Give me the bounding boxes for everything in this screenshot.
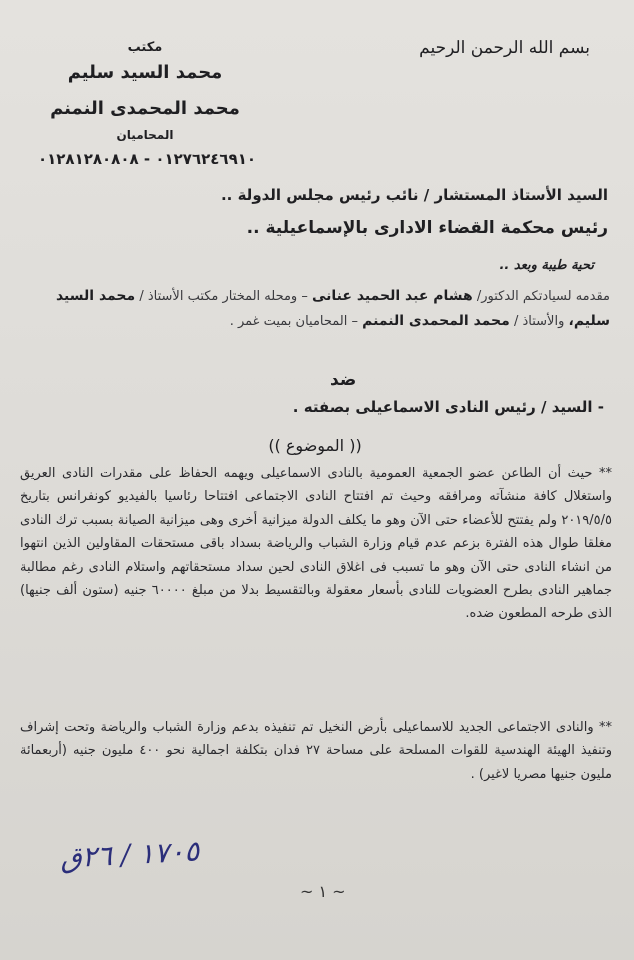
intro-lawyer-b: محمد المحمدى النمنم — [362, 313, 510, 329]
greeting: تحية طيبة وبعد .. — [499, 258, 594, 273]
office-label: مكتب — [127, 40, 163, 55]
basmala: بسم الله الرحمن الرحيم — [419, 38, 590, 58]
respondent-line: - السيد / رئيس النادى الاسماعيلى بصفته . — [292, 398, 604, 416]
versus-label: ضد — [330, 370, 357, 390]
body-paragraph-2: ** والنادى الاجتماعى الجديد للاسماعيلى بأرض النخيل تم تنفيذه بدعم وزارة الشباب والرياضة وتحت إشراف وتنفيذ الهيئة الهندسية للقوات المسلحة على مساحة ٢٧ فدان بتكلفة اجمالية نحو ٤٠٠ مليون جنيه (أربعمائة مليون جنيها مصريا لاغير) . — [20, 720, 612, 782]
lawyer-name-1: محمد السيد سليم — [67, 62, 223, 83]
addressee-line-1: السيد الأستاذ المستشار / نائب رئيس مجلس الدولة .. — [220, 186, 608, 204]
intro-paragraph — [20, 284, 610, 334]
intro-prefix: مقدمه لسيادتكم الدكتور/ — [476, 289, 610, 304]
petitioner-name: هشام عبد الحميد عنانى — [311, 288, 473, 304]
body-paragraph-1: ** حيث أن الطاعن عضو الجمعية العمومية بالنادى الاسماعيلى ويهمه الحفاظ على مقدرات النادى العريق واستغلال كافة منشآته ومرافقه وحيث تم افتتاح النادى الاجتماعى افتتاحا رئاسيا بالفيديو كونفرانس بتاريخ ٢٠١٩/٥/٥ ولم يفتتح للأعضاء حتى الآن وهو ما يكلف الدولة ميزانية أخرى وهى ميزانية الصيانة بسبب ترك النادى مغلقا طوال هذه الفترة بزعم عدم قيام وزارة الشباب والرياضة بسداد باقى مستحقات المقاولين الذين انتهوا من انشاء النادى حتى الآن وهو ما تسبب فى اغلاق النادى لحين سداد مستحقاتهم واستلام النادى رغم مطالبة جماهير النادى بطرح العضويات للنادى بأسعار معقولة وبالتقسيط بدلا من مبلغ ٦٠٠٠٠ جنيه (ستون ألف جنيها) الذى طرحه المطعون ضده. — [20, 466, 612, 622]
intro-suffix: – المحاميان بميت غمر . — [229, 314, 359, 329]
addressee-line-2: رئيس محكمة القضاء الادارى بالإسماعيلية .. — [246, 218, 608, 238]
phone-numbers: ٠١٢٧٦٢٤٦٩١٠ - ٠١٢٨١٢٨٠٨٠٨ — [37, 150, 257, 168]
page-number: ~ ١ ~ — [300, 882, 346, 901]
subject-heading: (( الموضوع )) — [268, 436, 362, 455]
intro-and: والأستاذ / — [513, 314, 565, 329]
intro-lawyer-a: محمد السيد سليم، — [55, 288, 610, 329]
handwritten-case-number: ١٧٠٥ / ٢٦ق — [59, 834, 200, 875]
lawyers-label: المحاميان — [116, 128, 174, 142]
lawyer-name-2: محمد المحمدى النمنم — [50, 98, 240, 119]
intro-middle: – ومحله المختار مكتب الأستاذ / — [139, 289, 308, 304]
